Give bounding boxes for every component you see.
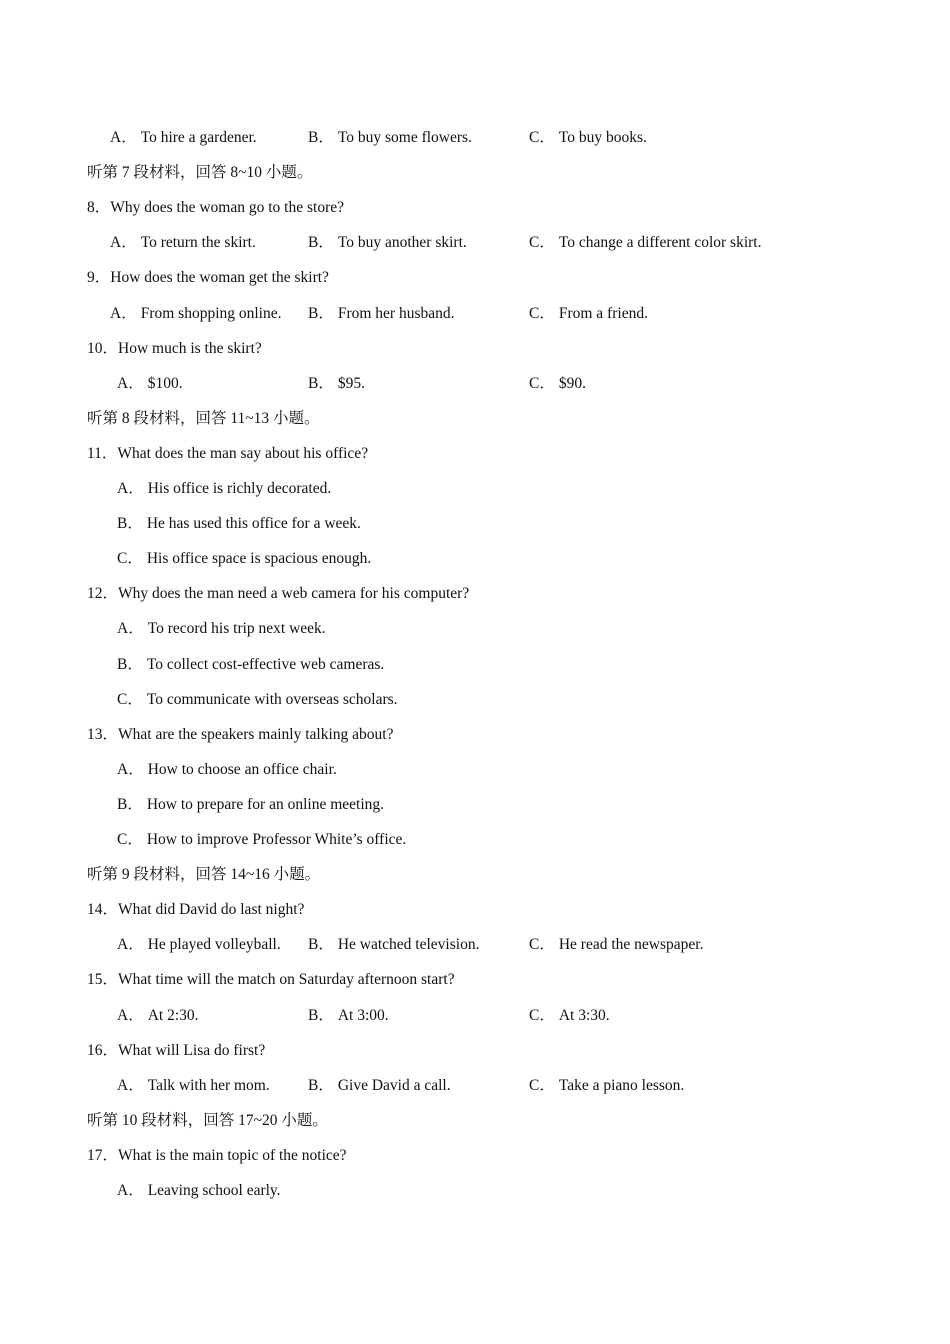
option-b xyxy=(308,927,479,962)
option-b xyxy=(308,998,389,1033)
option-c xyxy=(529,366,586,401)
option-c xyxy=(529,225,761,260)
option-line xyxy=(0,682,950,717)
option-text: He watched television. xyxy=(337,936,480,953)
option-b xyxy=(308,120,472,155)
question-text: 11．What does the man say about his office? xyxy=(87,445,369,462)
option-text: How to choose an office chair. xyxy=(147,761,337,778)
option-text: He played volleyball. xyxy=(147,936,281,953)
option-text: How to prepare for an online meeting. xyxy=(146,796,384,813)
option-text: To buy another skirt. xyxy=(337,234,467,251)
option-line xyxy=(0,506,950,541)
question-text: 15．What time will the match on Saturday afternoon start? xyxy=(87,971,455,988)
option-letter: B． xyxy=(117,515,143,532)
question-text: 14．What did David do last night? xyxy=(87,901,305,918)
option-text: From a friend. xyxy=(558,305,648,322)
question-text: 16．What will Lisa do first? xyxy=(87,1042,266,1059)
option-letter: B． xyxy=(117,796,143,813)
option-letter: A． xyxy=(117,1182,144,1199)
option-b xyxy=(308,225,467,260)
option-b xyxy=(308,296,455,331)
options-row xyxy=(0,225,950,260)
option-text: $90. xyxy=(558,375,586,392)
option-letter: B． xyxy=(117,656,143,673)
option-letter: B． xyxy=(308,1077,334,1094)
option-letter: C． xyxy=(117,831,143,848)
option-letter: B． xyxy=(308,936,334,953)
option-text: Talk with her mom. xyxy=(147,1077,270,1094)
question-text: 13．What are the speakers mainly talking about? xyxy=(87,726,394,743)
option-a xyxy=(110,120,257,155)
option-text: From shopping online. xyxy=(140,305,282,322)
option-line xyxy=(0,752,950,787)
option-text: Give David a call. xyxy=(337,1077,451,1094)
options-row xyxy=(0,927,950,962)
option-a xyxy=(117,927,281,962)
option-c xyxy=(529,998,610,1033)
option-text: $95. xyxy=(337,375,365,392)
option-text: He read the newspaper. xyxy=(558,936,704,953)
option-letter: A． xyxy=(117,1077,144,1094)
option xyxy=(117,541,371,576)
option-text: From her husband. xyxy=(337,305,455,322)
option-letter: C． xyxy=(529,375,555,392)
option-text: To change a different color skirt. xyxy=(558,234,762,251)
option-text: To buy some flowers. xyxy=(337,129,472,146)
section-instruction: 听第 10 段材料，回答 17~20 小题。 xyxy=(87,1112,328,1129)
option-line xyxy=(0,1173,950,1208)
option-letter: C． xyxy=(117,691,143,708)
option-letter: B． xyxy=(308,375,334,392)
option-b xyxy=(308,1068,451,1103)
option-line xyxy=(0,822,950,857)
option xyxy=(117,787,384,822)
option-line xyxy=(0,611,950,646)
option-letter: C． xyxy=(529,305,555,322)
option xyxy=(117,752,337,787)
option-c xyxy=(529,120,647,155)
option-letter: B． xyxy=(308,129,334,146)
option-text: To communicate with overseas scholars. xyxy=(146,691,398,708)
option-letter: A． xyxy=(110,234,137,251)
option xyxy=(117,506,361,541)
option-letter: A． xyxy=(117,1007,144,1024)
option-letter: B． xyxy=(308,1007,334,1024)
question-text: 17．What is the main topic of the notice? xyxy=(87,1147,347,1164)
options-row xyxy=(0,366,950,401)
option-text: At 3:00. xyxy=(337,1007,389,1024)
options-row xyxy=(0,998,950,1033)
option-letter: C． xyxy=(529,1007,555,1024)
question-text: 10．How much is the skirt? xyxy=(87,340,262,357)
option-text: Leaving school early. xyxy=(147,1182,281,1199)
option-letter: C． xyxy=(529,129,555,146)
question-text: 12．Why does the man need a web camera for his computer? xyxy=(87,585,470,602)
option-line xyxy=(0,647,950,682)
option-text: His office is richly decorated. xyxy=(147,480,332,497)
option-letter: A． xyxy=(117,936,144,953)
section-instruction: 听第 7 段材料，回答 8~10 小题。 xyxy=(87,164,313,181)
option-text: $100. xyxy=(147,375,183,392)
option-b xyxy=(308,366,365,401)
option-letter: A． xyxy=(117,761,144,778)
question-text: 8．Why does the woman go to the store? xyxy=(87,199,344,216)
option-line xyxy=(0,541,950,576)
option-line xyxy=(0,787,950,822)
option-letter: C． xyxy=(529,936,555,953)
option-letter: B． xyxy=(308,305,334,322)
option-a xyxy=(117,1068,270,1103)
option xyxy=(117,682,398,717)
options-row xyxy=(0,1068,950,1103)
option-text: Take a piano lesson. xyxy=(558,1077,685,1094)
option-letter: A． xyxy=(110,129,137,146)
option-letter: C． xyxy=(529,234,555,251)
option-text: To record his trip next week. xyxy=(147,620,326,637)
option-c xyxy=(529,927,703,962)
option-letter: A． xyxy=(117,480,144,497)
option-text: His office space is spacious enough. xyxy=(146,550,372,567)
option-a xyxy=(117,366,183,401)
option-letter: A． xyxy=(110,305,137,322)
section-instruction: 听第 8 段材料，回答 11~13 小题。 xyxy=(87,410,320,427)
option-c xyxy=(529,1068,684,1103)
option-text: He has used this office for a week. xyxy=(146,515,361,532)
options-row xyxy=(0,120,950,155)
option-text: How to improve Professor White’s office. xyxy=(146,831,407,848)
option-text: To collect cost-effective web cameras. xyxy=(146,656,385,673)
options-row xyxy=(0,296,950,331)
option-text: At 2:30. xyxy=(147,1007,199,1024)
option xyxy=(117,1173,281,1208)
option-letter: A． xyxy=(117,620,144,637)
option-letter: B． xyxy=(308,234,334,251)
option-text: To return the skirt. xyxy=(140,234,256,251)
section-instruction: 听第 9 段材料，回答 14~16 小题。 xyxy=(87,866,321,883)
option-a xyxy=(110,296,282,331)
question-text: 9．How does the woman get the skirt? xyxy=(87,269,329,286)
option xyxy=(117,647,384,682)
option-a xyxy=(110,225,256,260)
option xyxy=(117,471,331,506)
option-text: To buy books. xyxy=(558,129,647,146)
option xyxy=(117,611,326,646)
option-letter: A． xyxy=(117,375,144,392)
option-text: To hire a gardener. xyxy=(140,129,257,146)
option-letter: C． xyxy=(529,1077,555,1094)
option-line xyxy=(0,471,950,506)
option-text: At 3:30. xyxy=(558,1007,610,1024)
option-letter: C． xyxy=(117,550,143,567)
option xyxy=(117,822,406,857)
option-c xyxy=(529,296,648,331)
option-a xyxy=(117,998,199,1033)
